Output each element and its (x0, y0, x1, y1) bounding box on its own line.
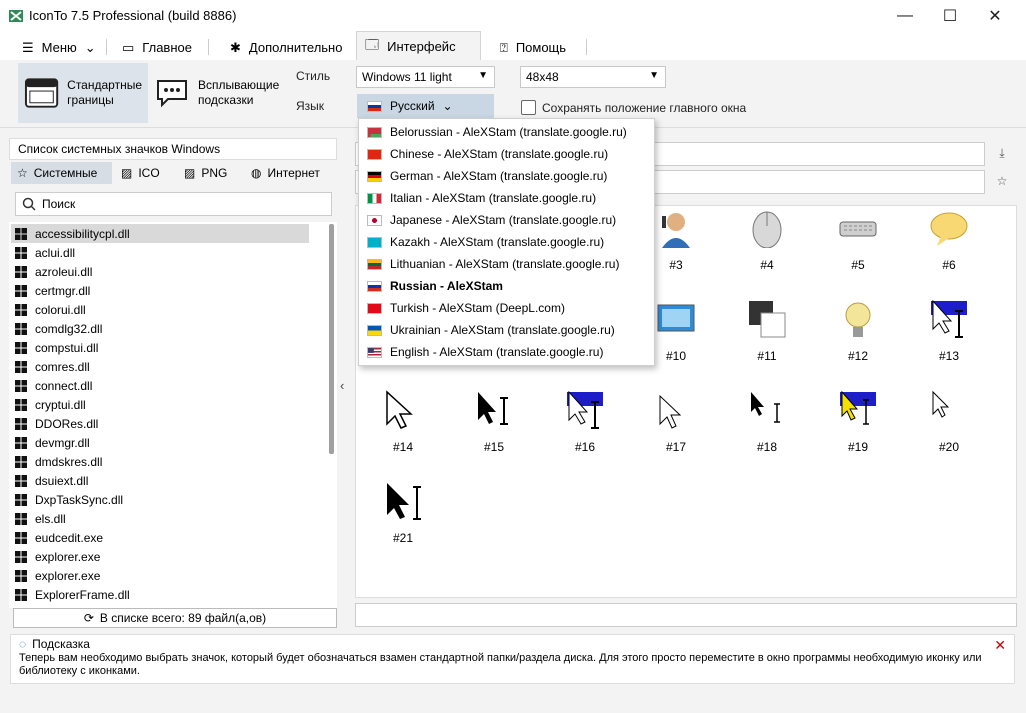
icon-index-label: #16 (574, 440, 596, 454)
icon-cell[interactable] (540, 388, 630, 478)
chevron-down-icon: ⌄ (84, 39, 96, 55)
list-item[interactable] (11, 281, 309, 300)
list-item[interactable] (11, 452, 309, 471)
tooltips-label: Всплывающие подсказки (198, 78, 280, 107)
tab-label: Меню (41, 40, 77, 55)
file-name: dmdskres.dll (35, 454, 103, 469)
tab-help[interactable] (492, 35, 574, 60)
icon-size-select[interactable] (520, 66, 666, 88)
language-label: Turkish - AleXStam (DeepL.com) (390, 301, 565, 315)
language-option[interactable] (359, 231, 654, 253)
file-name: DxpTaskSync.dll (35, 492, 124, 507)
icon-index-label: #5 (851, 258, 865, 272)
file-name: colorui.dll (35, 302, 86, 317)
file-name: els.dll (35, 511, 66, 526)
speech-bubble-icon (154, 75, 190, 111)
icon-preview (838, 390, 878, 430)
flag-lt-icon (367, 259, 382, 270)
list-item[interactable] (11, 376, 309, 395)
icon-cell[interactable] (813, 206, 903, 296)
language-option[interactable] (359, 275, 654, 297)
icon-preview (656, 390, 696, 430)
tab-divider (208, 39, 209, 55)
language-value: Русский (390, 99, 435, 113)
language-label: Belorussian - AleXStam (translate.google.ru) (390, 125, 627, 139)
list-item[interactable] (11, 395, 309, 414)
language-select[interactable] (357, 94, 494, 118)
icon-index-label: #10 (665, 349, 687, 363)
icon-cell[interactable] (358, 388, 448, 478)
image-icon: ▨ (184, 166, 196, 180)
windows-logo-icon (15, 513, 27, 525)
icon-cell[interactable] (722, 388, 812, 478)
windows-logo-icon (15, 589, 27, 601)
language-option[interactable] (359, 187, 654, 209)
language-label: Italian - AleXStam (translate.google.ru) (390, 191, 597, 205)
favorite-icon[interactable]: ☆ (996, 174, 1008, 188)
hint-header (19, 637, 90, 651)
file-name: comres.dll (35, 359, 90, 374)
search-placeholder: Поиск (42, 197, 76, 211)
icon-index-label: #18 (756, 440, 778, 454)
icon-index-label: #17 (665, 440, 687, 454)
refresh-icon: ⟳ (83, 611, 94, 625)
tab-label: PNG (201, 166, 228, 180)
windows-logo-icon (15, 266, 27, 278)
tab-label: Помощь (515, 40, 567, 55)
tab-advanced[interactable] (222, 35, 350, 60)
icon-preview (656, 299, 696, 339)
flag-it-icon (367, 193, 382, 204)
flag-tr-icon (367, 303, 382, 314)
icon-index-label: #6 (942, 258, 956, 272)
language-option[interactable] (359, 253, 654, 275)
language-option[interactable] (359, 319, 654, 341)
list-item[interactable] (11, 319, 309, 338)
icon-cell[interactable] (813, 297, 903, 387)
language-label: English - AleXStam (translate.google.ru) (390, 345, 604, 359)
icon-preview (838, 208, 878, 248)
app-icon (8, 8, 24, 24)
language-option[interactable] (359, 297, 654, 319)
star-icon: ☆ (17, 166, 28, 180)
windows-logo-icon (15, 323, 27, 335)
window-frame-icon (24, 75, 59, 111)
icon-preview (747, 299, 787, 339)
tab-label: Интернет (267, 166, 320, 180)
list-item[interactable] (11, 509, 309, 528)
icon-cell[interactable] (722, 297, 812, 387)
tab-label: Главное (142, 40, 192, 55)
star-icon: ✱ (230, 39, 241, 55)
list-item[interactable] (11, 547, 309, 566)
icon-cell[interactable] (813, 388, 903, 478)
hint-title: Подсказка (32, 637, 90, 651)
window-icon: 🗔 (365, 36, 380, 52)
language-label: Russian - AleXStam (390, 279, 503, 293)
language-label: Kazakh - AleXStam (translate.google.ru) (390, 235, 605, 249)
main-tabs (0, 31, 1026, 60)
windows-logo-icon (15, 494, 27, 506)
list-item[interactable] (11, 585, 309, 604)
flag-cn-icon (367, 149, 382, 160)
tab-divider (586, 39, 587, 55)
list-item[interactable] (11, 357, 309, 376)
icon-index-label: #14 (392, 440, 414, 454)
file-name: DDORes.dll (35, 416, 99, 431)
file-name: comdlg32.dll (35, 321, 103, 336)
icon-index-label: #12 (847, 349, 869, 363)
icon-cell[interactable] (631, 388, 721, 478)
file-name: cryptui.dll (35, 397, 86, 412)
tab-label: Дополнительно (248, 40, 343, 55)
globe-icon: ◍ (251, 166, 262, 180)
flag-ru-icon (367, 281, 382, 292)
file-name: certmgr.dll (35, 283, 91, 298)
windows-logo-icon (15, 361, 27, 373)
tab-label: ICO (138, 166, 160, 180)
icon-index-label: #20 (938, 440, 960, 454)
file-name: aclui.dll (35, 245, 76, 260)
list-item[interactable] (11, 471, 309, 490)
hamburger-icon: ☰ (22, 39, 34, 55)
window-icon: ▭ (122, 39, 135, 55)
scrollbar[interactable] (329, 224, 334, 454)
download-icon[interactable]: ⤓ (999, 145, 1005, 160)
icon-preview (929, 390, 969, 430)
language-option[interactable] (359, 341, 654, 363)
style-value: Windows 11 light (362, 70, 452, 84)
list-item[interactable] (11, 566, 309, 585)
tab-label: Системные (33, 166, 98, 180)
source-tabs (9, 162, 337, 184)
tab-png[interactable] (178, 162, 233, 184)
windows-logo-icon (15, 247, 27, 259)
hint-panel (10, 634, 1015, 684)
file-name: explorer.exe (35, 568, 101, 583)
icon-preview (656, 208, 696, 248)
language-label: Japanese - AleXStam (translate.google.ru) (390, 213, 617, 227)
chevron-down-icon: ▼ (478, 70, 488, 81)
windows-logo-icon (15, 342, 27, 354)
flag-by-icon (367, 127, 382, 138)
save-position-checkbox[interactable] (521, 100, 536, 115)
icon-cell[interactable] (904, 388, 994, 478)
language-label: Ukrainian - AleXStam (translate.google.ru) (390, 323, 615, 337)
icon-cell[interactable] (904, 297, 994, 387)
language-option[interactable] (359, 165, 654, 187)
language-label: German - AleXStam (translate.google.ru) (390, 169, 608, 183)
windows-logo-icon (15, 304, 27, 316)
language-option[interactable] (359, 143, 654, 165)
windows-logo-icon (15, 418, 27, 430)
search-input[interactable] (15, 192, 332, 216)
windows-logo-icon (15, 380, 27, 392)
standard-frames-label: Стандартные границы (67, 78, 142, 107)
file-list[interactable] (9, 222, 337, 608)
style-label: Стиль (296, 69, 331, 83)
tab-ico[interactable] (115, 162, 166, 184)
maximize-button[interactable]: ☐ (942, 7, 958, 25)
file-name: eudcedit.exe (35, 530, 104, 545)
hint-text: Теперь вам необходимо выбрать значок, который будет обозначаться взамен стандартной папки/раздела диска. Для этого просто переместите в окно программы необходимую иконку или библиотеку с иконками. (19, 652, 982, 677)
file-name: dsuiext.dll (35, 473, 89, 488)
icon-index-label: #4 (760, 258, 774, 272)
flag-de-icon (367, 171, 382, 182)
flag-jp-icon (367, 215, 382, 226)
list-item[interactable] (11, 262, 309, 281)
icon-preview (929, 299, 969, 339)
list-item[interactable] (11, 224, 309, 243)
icon-index-label: #13 (938, 349, 960, 363)
file-name: azroleui.dll (35, 264, 93, 279)
icon-preview (747, 390, 787, 430)
style-select[interactable] (356, 66, 495, 88)
language-label: Язык (296, 99, 325, 113)
list-item[interactable] (11, 414, 309, 433)
language-label: Lithuanian - AleXStam (translate.google.ru) (390, 257, 620, 271)
language-dropdown[interactable] (358, 118, 655, 366)
flag-ru-icon (367, 101, 382, 112)
help-icon: ⍰ (500, 39, 508, 55)
tab-main[interactable] (114, 35, 200, 60)
windows-logo-icon (15, 228, 27, 240)
list-item[interactable] (11, 338, 309, 357)
lightbulb-icon: ◌ (19, 637, 27, 651)
flag-us-icon (367, 347, 382, 358)
tooltips-button[interactable] (148, 63, 286, 123)
file-name: accessibilitycpl.dll (35, 226, 130, 241)
icon-index-label: #11 (757, 349, 777, 363)
standard-frames-button[interactable] (18, 63, 148, 123)
tab-divider (106, 39, 107, 55)
collapse-panel-icon[interactable]: ‹ (340, 378, 345, 393)
icon-index-label: #21 (392, 531, 414, 545)
search-icon (22, 197, 36, 211)
refresh-button[interactable] (13, 608, 337, 628)
language-label: Chinese - AleXStam (translate.google.ru) (390, 147, 609, 161)
close-button[interactable]: ✕ (988, 7, 1002, 25)
image-icon: ▨ (121, 166, 133, 180)
icon-preview (747, 208, 787, 248)
flag-ua-icon (367, 325, 382, 336)
icon-preview (383, 481, 423, 521)
icon-preview (474, 390, 514, 430)
icon-preview (383, 390, 423, 430)
windows-logo-icon (15, 532, 27, 544)
list-item[interactable] (11, 243, 309, 262)
list-item[interactable] (11, 490, 309, 509)
windows-logo-icon (15, 285, 27, 297)
window-title: IconTo 7.5 Professional (build 8886) (29, 8, 237, 23)
status-bar (355, 603, 1017, 627)
tab-menu[interactable] (14, 35, 104, 60)
file-name: compstui.dll (35, 340, 99, 355)
icon-cell[interactable] (904, 206, 994, 296)
file-name: devmgr.dll (35, 435, 90, 450)
save-position-label: Сохранять положение главного окна (542, 101, 747, 115)
list-item[interactable] (11, 433, 309, 452)
windows-logo-icon (15, 570, 27, 582)
language-option[interactable] (359, 121, 654, 143)
icon-cell[interactable] (449, 388, 539, 478)
windows-logo-icon (15, 437, 27, 449)
icon-preview (565, 390, 605, 430)
system-icons-panel (9, 138, 338, 630)
icon-preview (929, 208, 969, 248)
list-item[interactable] (11, 300, 309, 319)
icon-index-label: #15 (483, 440, 505, 454)
tab-label: Интерфейс (387, 39, 456, 54)
icon-index-label: #3 (669, 258, 683, 272)
windows-logo-icon (15, 399, 27, 411)
minimize-button[interactable]: — (897, 6, 913, 24)
windows-logo-icon (15, 475, 27, 487)
tab-internet[interactable] (245, 162, 326, 184)
tab-interface[interactable] (356, 31, 481, 61)
file-name: connect.dll (35, 378, 93, 393)
icon-cell[interactable] (722, 206, 812, 296)
icon-preview (838, 299, 878, 339)
windows-logo-icon (15, 551, 27, 563)
panel-title: Список системных значков Windows (9, 138, 337, 160)
icon-index-label: #19 (847, 440, 869, 454)
chevron-down-icon: ⌄ (442, 99, 453, 113)
list-item[interactable] (11, 528, 309, 547)
windows-logo-icon (15, 456, 27, 468)
icon-cell[interactable] (358, 479, 448, 569)
flag-kz-icon (367, 237, 382, 248)
title-bar (0, 0, 1026, 31)
close-hint-icon[interactable]: ✕ (994, 637, 1006, 653)
chevron-down-icon: ▼ (649, 70, 659, 81)
file-count: В списке всего: 89 файл(а,ов) (99, 611, 267, 625)
file-name: ExplorerFrame.dll (35, 587, 130, 602)
language-option[interactable] (359, 209, 654, 231)
icon-size-value: 48x48 (526, 70, 559, 84)
file-name: explorer.exe (35, 549, 101, 564)
tab-system[interactable] (11, 162, 112, 184)
